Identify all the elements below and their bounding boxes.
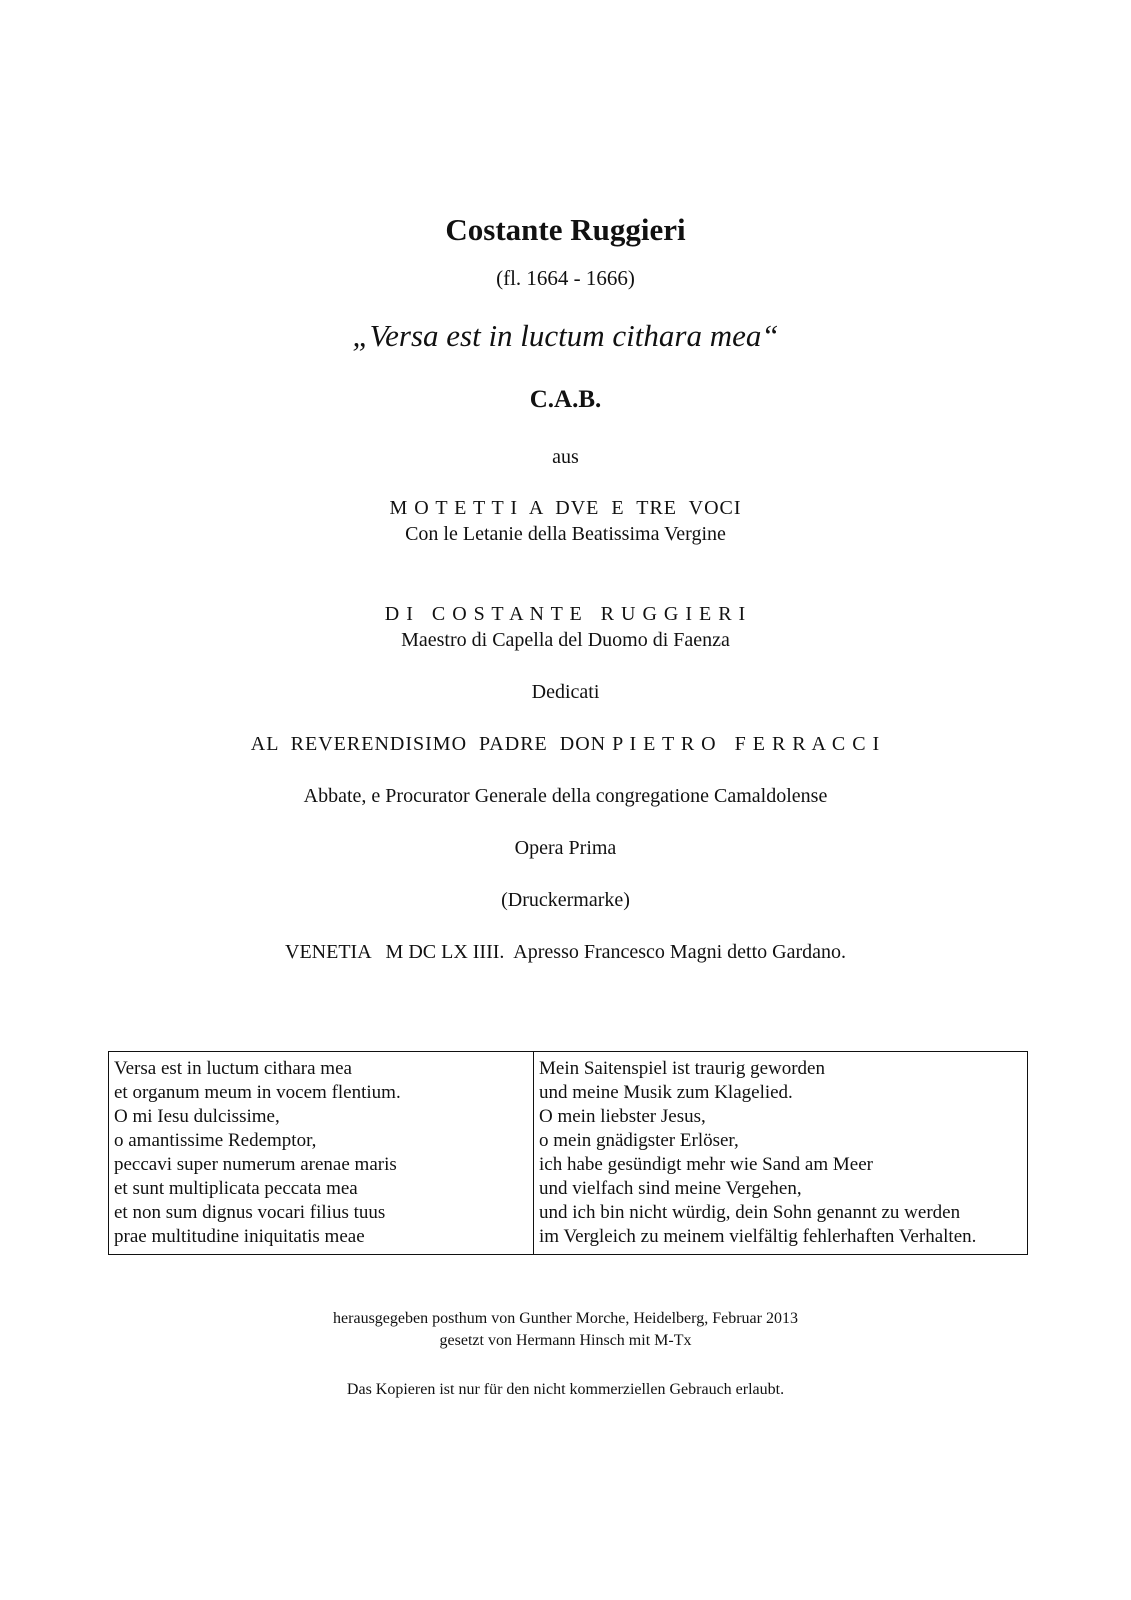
german-line: und meine Musik zum Klagelied.	[539, 1082, 793, 1103]
latin-line: Versa est in luctum cithara mea	[114, 1058, 352, 1079]
german-line: o mein gnädigster Erlöser,	[539, 1130, 739, 1151]
dedication-label: Dedicati	[531, 681, 600, 703]
source-title: M O T E T T I A DVE E TRE VOCI	[389, 497, 742, 519]
latin-line: et non sum dignus vocari filius tuus	[114, 1202, 386, 1223]
german-line: und vielfach sind meine Vergehen,	[539, 1178, 802, 1199]
imprint: VENETIA M DC LX IIII. Apresso Francesco Magni detto Gardano.	[285, 941, 846, 963]
composer-name: Costante Ruggieri	[445, 212, 686, 247]
german-translation-column	[534, 1052, 1027, 1254]
latin-text-column	[109, 1052, 534, 1254]
copy-notice: Das Kopieren ist nur für den nicht kommerziellen Gebrauch erlaubt.	[346, 1381, 785, 1398]
german-line: Mein Saitenspiel ist traurig geworden	[539, 1058, 825, 1079]
dedicatee-title: Abbate, e Procurator Generale della congregatione Camaldolense	[303, 785, 828, 807]
editor-credit: herausgegeben posthum von Gunther Morche, Heidelberg, Februar 2013	[333, 1310, 798, 1327]
source-composer: D I C O S T A N T E R U G G I E R I	[384, 603, 747, 625]
german-line: im Vergleich zu meinem vielfältig fehlerhaften Verhalten.	[539, 1226, 977, 1247]
composer-dates: (fl. 1664 - 1666)	[496, 266, 635, 290]
latin-line: et organum meum in vocem flentium.	[114, 1082, 401, 1103]
latin-line: O mi Iesu dulcissime,	[114, 1106, 280, 1127]
german-line: und ich bin nicht würdig, dein Sohn genannt zu werden	[539, 1202, 961, 1223]
printer-mark: (Druckermarke)	[501, 889, 630, 911]
latin-line: o amantissime Redemptor,	[114, 1130, 317, 1151]
latin-line: et sunt multiplicata peccata mea	[114, 1178, 358, 1199]
dedicatee: AL REVERENDISIMO PADRE DON P I E T R O F E R R A C C I	[250, 733, 881, 755]
german-line: ich habe gesündigt mehr wie Sand am Meer	[539, 1154, 873, 1175]
text-translation-table	[108, 1051, 1028, 1255]
latin-line: prae multitudine iniquitatis meae	[114, 1226, 365, 1247]
source-subtitle: Con le Letanie della Beatissima Vergine	[405, 523, 726, 545]
from-label: aus	[552, 446, 579, 468]
opus-number: Opera Prima	[514, 837, 617, 859]
typesetter-credit: gesetzt von Hermann Hinsch mit M-Tx	[439, 1332, 692, 1349]
voicing: C.A.B.	[529, 386, 602, 413]
composer-position: Maestro di Capella del Duomo di Faenza	[401, 629, 730, 651]
work-title: „Versa est in luctum cithara mea“	[352, 318, 779, 353]
german-line: O mein liebster Jesus,	[539, 1106, 706, 1127]
latin-line: peccavi super numerum arenae maris	[114, 1154, 397, 1175]
